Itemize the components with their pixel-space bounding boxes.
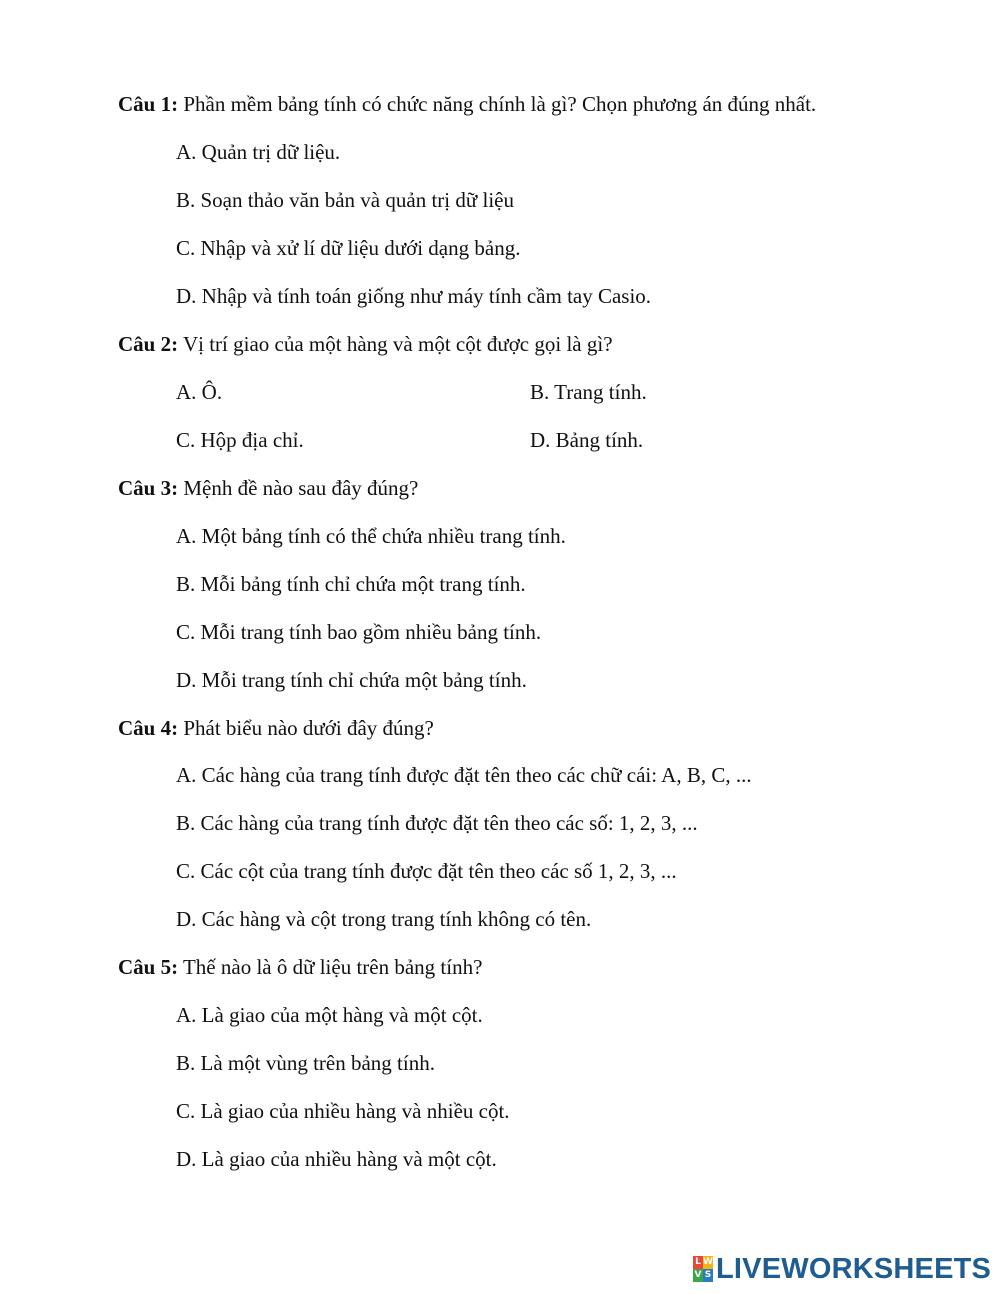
question-number: Câu 4:: [118, 716, 179, 740]
option-3a[interactable]: A. Một bảng tính có thể chứa nhiều trang tính.: [176, 524, 566, 548]
option-4b[interactable]: B. Các hàng của trang tính được đặt tên theo các số: 1, 2, 3, ...: [176, 811, 698, 835]
question-5: [118, 955, 482, 979]
question-text: Thế nào là ô dữ liệu trên bảng tính?: [182, 955, 483, 979]
logo-cell: W: [703, 1257, 713, 1267]
option-4a[interactable]: A. Các hàng của trang tính được đặt tên theo các chữ cái: A, B, C, ...: [176, 763, 752, 787]
logo-cell: L: [693, 1256, 703, 1269]
option-5a[interactable]: A. Là giao của một hàng và một cột.: [176, 1003, 483, 1027]
logo-cell: V: [694, 1270, 702, 1280]
question-4: [118, 716, 434, 740]
brand-name: LIVEWORKSHEETS: [716, 1252, 992, 1285]
option-1b[interactable]: B. Soạn thảo văn bản và quản trị dữ liệu: [176, 188, 514, 212]
option-2a[interactable]: A. Ô.: [176, 380, 223, 404]
option-4c[interactable]: C. Các cột của trang tính được đặt tên theo các số 1, 2, 3, ...: [176, 859, 677, 883]
option-3c[interactable]: C. Mỗi trang tính bao gồm nhiều bảng tính.: [176, 620, 542, 644]
question-3: [118, 476, 418, 500]
question-2: [118, 332, 613, 356]
option-1d[interactable]: D. Nhập và tính toán giống như máy tính cầm tay Casio.: [176, 284, 652, 308]
option-4d[interactable]: D. Các hàng và cột trong trang tính không có tên.: [176, 907, 592, 931]
question-text: Mệnh đề nào sau đây đúng?: [183, 476, 419, 500]
question-number: Câu 1:: [118, 92, 179, 116]
question-number: Câu 2:: [118, 332, 179, 356]
option-2d[interactable]: D. Bảng tính.: [530, 428, 644, 452]
liveworksheets-logo-icon: [693, 1256, 713, 1282]
question-text: Phát biểu nào dưới đây đúng?: [183, 716, 434, 740]
logo-cell: S: [704, 1270, 712, 1280]
question-number: Câu 3:: [118, 476, 179, 500]
question-text: Vị trí giao của một hàng và một cột được gọi là gì?: [182, 332, 613, 356]
option-5b[interactable]: B. Là một vùng trên bảng tính.: [176, 1051, 435, 1075]
question-number: Câu 5:: [118, 955, 179, 979]
option-1c[interactable]: C. Nhập và xử lí dữ liệu dưới dạng bảng.: [176, 236, 521, 260]
option-2b[interactable]: B. Trang tính.: [530, 380, 647, 404]
option-5c[interactable]: C. Là giao của nhiều hàng và nhiều cột.: [176, 1099, 510, 1123]
liveworksheets-brand: [693, 1252, 991, 1286]
option-2c[interactable]: C. Hộp địa chỉ.: [176, 428, 304, 452]
question-1: [118, 92, 816, 116]
option-1a[interactable]: A. Quản trị dữ liệu.: [176, 140, 341, 164]
option-3b[interactable]: B. Mỗi bảng tính chỉ chứa một trang tính.: [176, 572, 526, 596]
question-text: Phần mềm bảng tính có chức năng chính là gì? Chọn phương án đúng nhất.: [183, 92, 817, 116]
option-3d[interactable]: D. Mỗi trang tính chỉ chứa một bảng tính.: [176, 668, 527, 692]
option-5d[interactable]: D. Là giao của nhiều hàng và một cột.: [176, 1147, 497, 1171]
